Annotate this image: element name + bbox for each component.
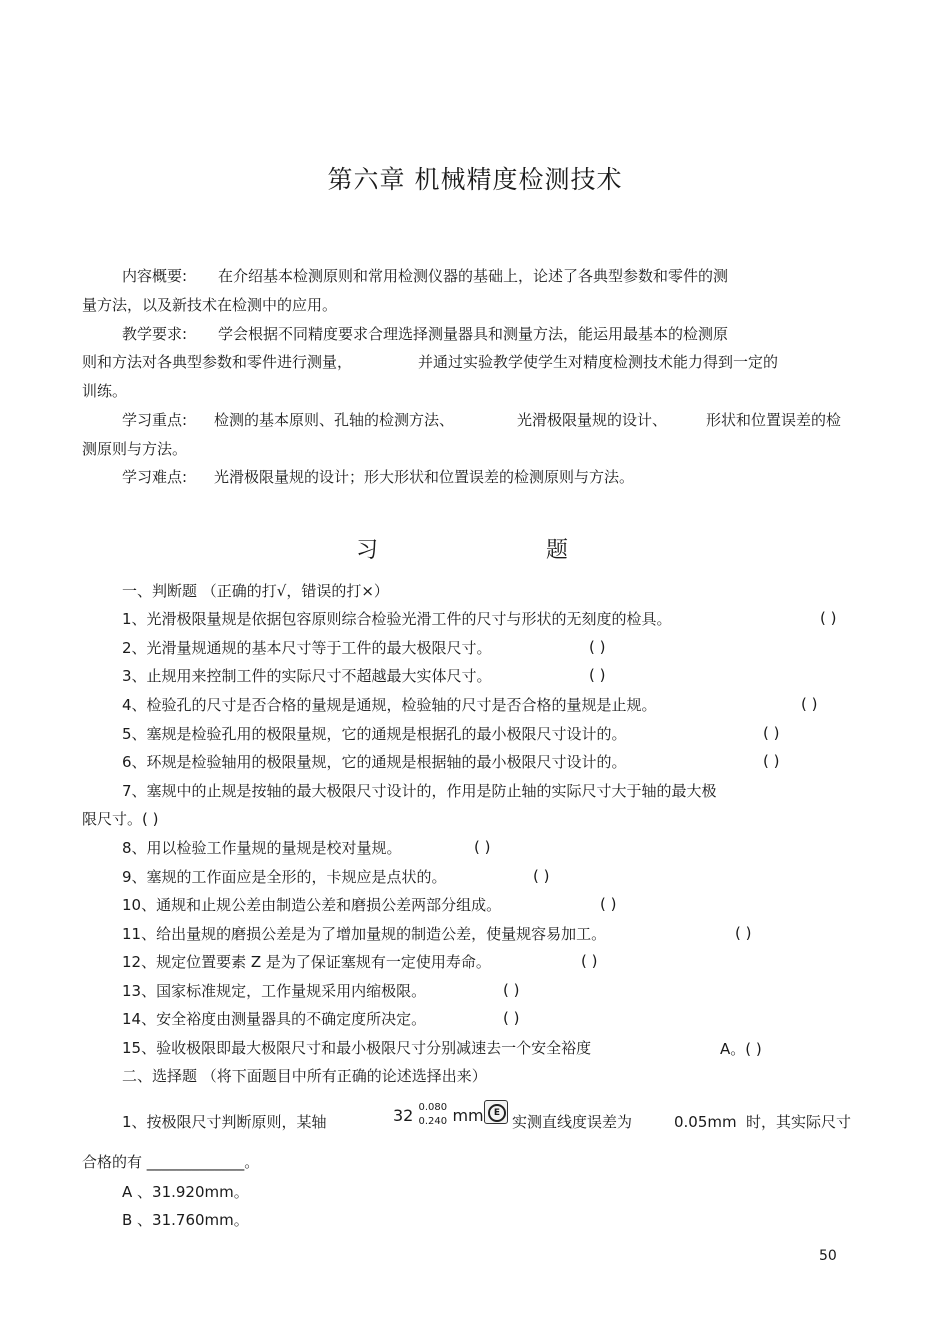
answer-paren-10[interactable]: ( ) <box>600 895 617 913</box>
judge-item-2: 2、光滑量规通规的基本尺寸等于工件的最大极限尺寸。 <box>122 639 492 657</box>
judge-item-14: 14、安全裕度由测量器具的不确定度所决定。 <box>122 1010 427 1028</box>
answer-paren-6[interactable]: ( ) <box>763 752 780 770</box>
answer-paren-9[interactable]: ( ) <box>533 867 550 885</box>
key-points-part1: 检测的基本原则、孔轴的检测方法、 <box>214 411 455 429</box>
answer-paren-11[interactable]: ( ) <box>735 924 752 942</box>
requirements-line1: 学会根据不同精度要求合理选择测量器具和测量方法，能运用最基本的检测原 <box>218 325 729 343</box>
tolerance-expression <box>393 1103 484 1128</box>
unit-label: mm <box>452 1106 484 1125</box>
judge-heading: 一、判断题 （正确的打√，错误的打×） <box>122 582 389 600</box>
judge-item-15: 15、验收极限即最大极限尺寸和最小极限尺寸分别减速去一个安全裕度 <box>122 1039 592 1057</box>
envelope-requirement-icon: E <box>484 1100 508 1124</box>
choice-q1-line2: 合格的有 _____________。 <box>82 1153 260 1171</box>
answer-paren-12[interactable]: ( ) <box>581 952 598 970</box>
key-points-line2: 测原则与方法。 <box>82 440 188 458</box>
choice-q1-suffix: 时，其实际尺寸 <box>746 1113 852 1131</box>
judge-item-13: 13、国家标准规定，工作量规采用内缩极限。 <box>122 982 427 1000</box>
choice-q1-mid: 实测直线度误差为 <box>512 1113 633 1131</box>
judge-item-12: 12、规定位置要素 Z 是为了保证塞规有一定使用寿命。 <box>122 953 491 971</box>
answer-paren-15[interactable]: A。( ) <box>720 1040 762 1058</box>
answer-paren-14[interactable]: ( ) <box>503 1009 520 1027</box>
choice-heading: 二、选择题 （将下面题目中所有正确的论述选择出来） <box>122 1067 487 1085</box>
difficulty-text: 光滑极限量规的设计；形大形状和位置误差的检测原则与方法。 <box>214 468 635 486</box>
choice-option-a[interactable]: A 、31.920mm。 <box>122 1183 249 1201</box>
judge-item-3: 3、止规用来控制工件的实际尺寸不超越最大实体尺寸。 <box>122 667 492 685</box>
lower-deviation: 0.240 <box>418 1116 448 1127</box>
overview-line2: 量方法，以及新技术在检测中的应用。 <box>82 296 338 314</box>
judge-item-8: 8、用以检验工作量规的量规是校对量规。 <box>122 839 402 857</box>
key-points-part2: 光滑极限量规的设计、 <box>517 411 668 429</box>
answer-paren-5[interactable]: ( ) <box>763 724 780 742</box>
choice-q1-prefix: 1、按极限尺寸判断原则，某轴 <box>122 1113 327 1131</box>
choice-q1-value: 0.05mm <box>674 1113 737 1131</box>
tolerance-stack <box>418 1103 452 1127</box>
exercises-title-right: 题 <box>546 538 569 563</box>
answer-paren-2[interactable]: ( ) <box>589 638 606 656</box>
requirements-line2a: 则和方法对各典型参数和零件进行测量， <box>82 353 353 371</box>
judge-item-4: 4、检验孔的尺寸是否合格的量规是通规，检验轴的尺寸是否合格的量规是止规。 <box>122 696 657 714</box>
chapter-title: 第六章 机械精度检测技术 <box>327 165 623 194</box>
requirements-line3: 训练。 <box>82 382 128 400</box>
judge-item-1: 1、光滑极限量规是依据包容原则综合检验光滑工件的尺寸与形状的无刻度的检具。 <box>122 610 672 628</box>
answer-paren-8[interactable]: ( ) <box>474 838 491 856</box>
answer-paren-1[interactable]: ( ) <box>820 609 837 627</box>
overview-line1: 在介绍基本检测原则和常用检测仪器的基础上，论述了各典型参数和零件的测 <box>218 267 729 285</box>
key-points-label: 学习重点: <box>122 411 188 429</box>
nominal-size: 32 <box>393 1106 414 1125</box>
judge-item-9: 9、塞规的工作面应是全形的，卡规应是点状的。 <box>122 868 447 886</box>
answer-paren-13[interactable]: ( ) <box>503 981 520 999</box>
judge-item-6: 6、环规是检验轴用的极限量规，它的通规是根据轴的最小极限尺寸设计的。 <box>122 753 627 771</box>
judge-item-11: 11、给出量规的磨损公差是为了增加量规的制造公差，使量规容易加工。 <box>122 925 607 943</box>
page-number: 50 <box>819 1248 837 1264</box>
upper-deviation: 0.080 <box>418 1102 448 1113</box>
exercises-title-left: 习 <box>356 538 379 563</box>
requirements-label: 教学要求: <box>122 325 188 343</box>
answer-paren-4[interactable]: ( ) <box>801 695 818 713</box>
judge-item-5: 5、塞规是检验孔用的极限量规，它的通规是根据孔的最小极限尺寸设计的。 <box>122 725 627 743</box>
judge-item-7-cont: 限尺寸。( ) <box>82 810 159 828</box>
judge-item-7: 7、塞规中的止规是按轴的最大极限尺寸设计的，作用是防止轴的实际尺寸大于轴的最大极 <box>122 782 717 800</box>
choice-option-b[interactable]: B 、31.760mm。 <box>122 1211 249 1229</box>
judge-item-10: 10、通规和止规公差由制造公差和磨损公差两部分组成。 <box>122 896 502 914</box>
overview-label: 内容概要: <box>122 267 188 285</box>
key-points-part3: 形状和位置误差的检 <box>706 411 842 429</box>
requirements-line2b: 并通过实验教学使学生对精度检测技术能力得到一定的 <box>418 353 779 371</box>
difficulty-label: 学习难点: <box>122 468 188 486</box>
answer-paren-3[interactable]: ( ) <box>589 666 606 684</box>
